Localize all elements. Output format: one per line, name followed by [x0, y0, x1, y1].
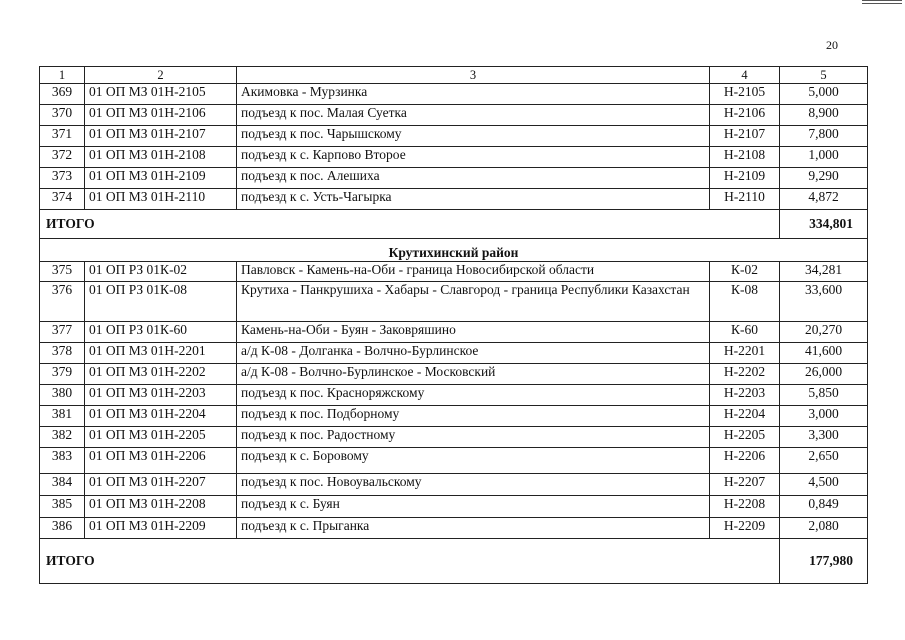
road-length: 7,800	[780, 126, 868, 147]
road-length: 3,000	[780, 406, 868, 427]
column-header-5: 5	[780, 67, 868, 84]
table-row	[40, 168, 868, 189]
road-name: подъезд к с. Прыганка	[237, 518, 710, 539]
road-index: К-02	[710, 262, 780, 282]
district-header-row	[40, 239, 868, 262]
row-number: 385	[40, 496, 85, 518]
road-index: Н-2208	[710, 496, 780, 518]
road-length: 1,000	[780, 147, 868, 168]
road-length: 41,600	[780, 343, 868, 364]
road-length: 2,080	[780, 518, 868, 539]
road-id-code: 01 ОП МЗ 01Н-2201	[85, 343, 237, 364]
row-number: 378	[40, 343, 85, 364]
road-id-code: 01 ОП МЗ 01Н-2105	[85, 84, 237, 105]
column-header-4: 4	[710, 67, 780, 84]
road-length: 0,849	[780, 496, 868, 518]
row-number: 383	[40, 448, 85, 474]
road-name: Павловск - Камень-на-Оби - граница Новосибирской области	[237, 262, 710, 282]
table-row	[40, 105, 868, 126]
road-index: Н-2203	[710, 385, 780, 406]
road-index: Н-2205	[710, 427, 780, 448]
road-index: Н-2209	[710, 518, 780, 539]
road-name: подъезд к с. Буян	[237, 496, 710, 518]
road-id-code: 01 ОП МЗ 01Н-2204	[85, 406, 237, 427]
road-id-code: 01 ОП РЗ 01К-08	[85, 282, 237, 322]
road-length: 26,000	[780, 364, 868, 385]
row-number: 373	[40, 168, 85, 189]
table-row	[40, 385, 868, 406]
roads-table	[39, 66, 868, 584]
road-length: 5,850	[780, 385, 868, 406]
table-row	[40, 262, 868, 282]
total-row	[40, 210, 868, 239]
row-number: 386	[40, 518, 85, 539]
road-name: подъезд к пос. Подборному	[237, 406, 710, 427]
table-row	[40, 343, 868, 364]
road-length: 33,600	[780, 282, 868, 322]
row-number: 372	[40, 147, 85, 168]
table-row	[40, 496, 868, 518]
row-number: 371	[40, 126, 85, 147]
row-number: 380	[40, 385, 85, 406]
road-length: 34,281	[780, 262, 868, 282]
row-number: 370	[40, 105, 85, 126]
road-index: Н-2105	[710, 84, 780, 105]
road-id-code: 01 ОП МЗ 01Н-2202	[85, 364, 237, 385]
table-row	[40, 474, 868, 496]
column-header-1: 1	[40, 67, 85, 84]
table-row	[40, 282, 868, 322]
road-name: а/д К-08 - Волчно-Бурлинское - Московский	[237, 364, 710, 385]
total-label: ИТОГО	[40, 210, 780, 239]
road-index: Н-2207	[710, 474, 780, 496]
road-id-code: 01 ОП МЗ 01Н-2205	[85, 427, 237, 448]
road-id-code: 01 ОП МЗ 01Н-2207	[85, 474, 237, 496]
road-length: 4,872	[780, 189, 868, 210]
road-index: Н-2107	[710, 126, 780, 147]
road-length: 20,270	[780, 322, 868, 343]
road-name: подъезд к с. Карпово Второе	[237, 147, 710, 168]
row-number: 374	[40, 189, 85, 210]
road-name: подъезд к пос. Новоувальскому	[237, 474, 710, 496]
district-name: Крутихинский район	[40, 239, 868, 262]
row-number: 381	[40, 406, 85, 427]
road-id-code: 01 ОП МЗ 01Н-2107	[85, 126, 237, 147]
road-length: 9,290	[780, 168, 868, 189]
road-index: Н-2110	[710, 189, 780, 210]
road-id-code: 01 ОП МЗ 01Н-2206	[85, 448, 237, 474]
row-number: 382	[40, 427, 85, 448]
row-number: 369	[40, 84, 85, 105]
table-row	[40, 189, 868, 210]
road-name: подъезд к пос. Малая Суетка	[237, 105, 710, 126]
road-length: 2,650	[780, 448, 868, 474]
table-row	[40, 322, 868, 343]
road-name: подъезд к пос. Алешиха	[237, 168, 710, 189]
road-id-code: 01 ОП РЗ 01К-60	[85, 322, 237, 343]
road-id-code: 01 ОП МЗ 01Н-2108	[85, 147, 237, 168]
roads-table-body	[40, 67, 868, 584]
table-row	[40, 147, 868, 168]
column-header-3: 3	[237, 67, 710, 84]
corner-scan-mark	[862, 0, 902, 4]
table-row	[40, 427, 868, 448]
road-name: подъезд к с. Боровому	[237, 448, 710, 474]
table-row	[40, 364, 868, 385]
road-name: Крутиха - Панкрушиха - Хабары - Славгород - граница Республики Казахстан	[237, 282, 710, 322]
road-name: подъезд к пос. Красноряжскому	[237, 385, 710, 406]
road-name: Камень-на-Оби - Буян - Заковряшино	[237, 322, 710, 343]
row-number: 376	[40, 282, 85, 322]
road-name: подъезд к пос. Радостному	[237, 427, 710, 448]
total-row	[40, 539, 868, 584]
road-index: Н-2109	[710, 168, 780, 189]
road-id-code: 01 ОП МЗ 01Н-2109	[85, 168, 237, 189]
road-length: 4,500	[780, 474, 868, 496]
row-number: 375	[40, 262, 85, 282]
total-label: ИТОГО	[40, 539, 780, 584]
road-index: Н-2204	[710, 406, 780, 427]
road-index: Н-2202	[710, 364, 780, 385]
road-index: Н-2206	[710, 448, 780, 474]
road-id-code: 01 ОП МЗ 01Н-2203	[85, 385, 237, 406]
road-name: а/д К-08 - Долганка - Волчно-Бурлинское	[237, 343, 710, 364]
table-row	[40, 448, 868, 474]
row-number: 377	[40, 322, 85, 343]
road-id-code: 01 ОП МЗ 01Н-2208	[85, 496, 237, 518]
table-row	[40, 126, 868, 147]
table-row	[40, 518, 868, 539]
road-index: К-60	[710, 322, 780, 343]
road-index: К-08	[710, 282, 780, 322]
total-value: 177,980	[780, 539, 868, 584]
row-number: 384	[40, 474, 85, 496]
road-index: Н-2108	[710, 147, 780, 168]
table-row	[40, 84, 868, 105]
road-index: Н-2106	[710, 105, 780, 126]
road-id-code: 01 ОП РЗ 01К-02	[85, 262, 237, 282]
road-length: 8,900	[780, 105, 868, 126]
road-length: 3,300	[780, 427, 868, 448]
road-name: подъезд к с. Усть-Чагырка	[237, 189, 710, 210]
column-header-row	[40, 67, 868, 84]
table-row	[40, 406, 868, 427]
road-id-code: 01 ОП МЗ 01Н-2106	[85, 105, 237, 126]
road-id-code: 01 ОП МЗ 01Н-2209	[85, 518, 237, 539]
road-index: Н-2201	[710, 343, 780, 364]
row-number: 379	[40, 364, 85, 385]
column-header-2: 2	[85, 67, 237, 84]
road-id-code: 01 ОП МЗ 01Н-2110	[85, 189, 237, 210]
total-value: 334,801	[780, 210, 868, 239]
road-name: Акимовка - Мурзинка	[237, 84, 710, 105]
road-length: 5,000	[780, 84, 868, 105]
page-number: 20	[826, 38, 838, 52]
road-name: подъезд к пос. Чарышскому	[237, 126, 710, 147]
